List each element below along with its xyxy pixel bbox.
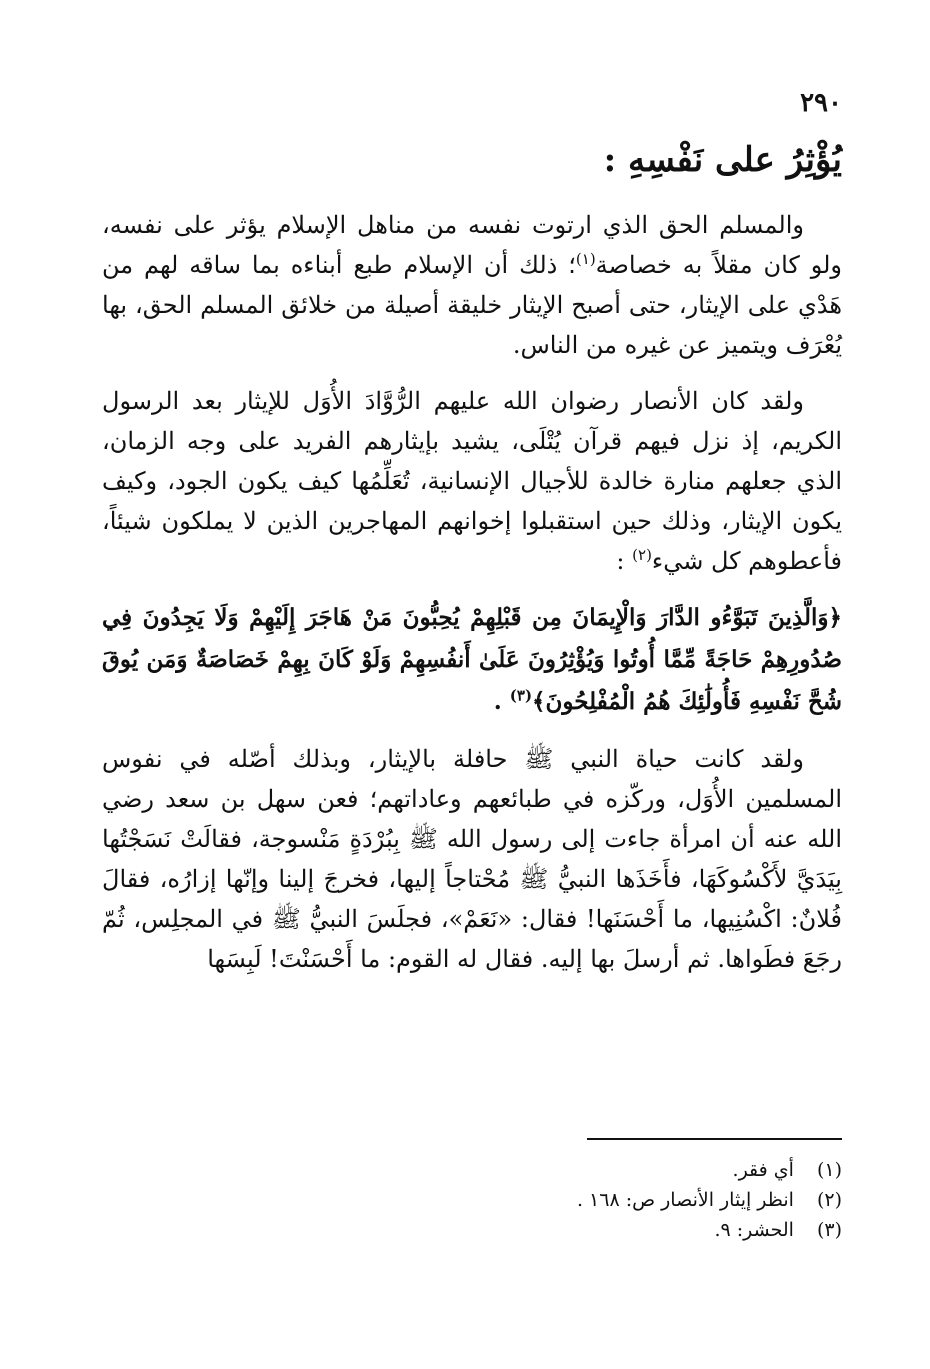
footnotes [102,1155,842,1245]
paragraph-2 [102,381,842,581]
paragraph-2-text-b: : [616,547,633,575]
footnote-ref-3: (٣) [509,686,533,705]
footnote-1 [102,1155,842,1185]
paragraph-4: ولقد كانت حياة النبي ﷺ حافلة بالإيثار، وبذلك أصّله في نفوس المسلمين الأُوَل، وركّزه في طبائعهم وعاداتهم؛ فعن سهل بن سعد رضي الله عنه أن امرأة جاءت إلى رسول الله ﷺ بِبُرْدَةٍ مَنْسوجة، فقالَتْ نَسَجْتُها بِيَدَيَّ لأَكْسُوكَهَا، فأَخَذَها النبيُّ ﷺ مُحْتاجاً إليها، فخرجَ إلينا وإنّها إزارُه، فقالَ فُلانٌ: اكْسُنِيها، ما أَحْسَنَها! فقال: «نَعَمْ»، فجلَسَ النبيُّ ﷺ في المجلِس، ثُمّ رجَعَ فطَواها. ثم أرسلَ بها إليه. فقال له القوم: ما أَحْسَنْتَ! لَبِسَها [102,745,842,973]
page-number: ٢٩٠ [800,88,842,118]
footnote-divider [587,1138,842,1140]
footnote-2 [102,1185,842,1215]
footnote-text: الحشر: ٩. [714,1219,794,1241]
paragraph-2-text-a: ولقد كان الأنصار رضوان الله عليهم الرُّوَّادَ الأُوَل للإيثار بعد الرسول الكريم، إذ نزل فيهم قرآن يُتْلَى، يشيد بإيثارهم الفريد على وجه الزمان، الذي جعلهم منارة خالدة للأجيال الإنسانية، تُعَلِّمُها كيف يكون الجود، وكيف يكون الإيثار، وذلك حين استقبلوا إخوانهم المهاجرين الذين لا يملكون شيئاً، فأعطوهم كل شيء [102,387,842,575]
footnote-number: (١) [816,1159,842,1181]
paragraph-1 [102,205,842,365]
footnote-3 [102,1215,842,1245]
footnote-ref-2: (٢) [632,546,652,564]
footnote-number: (٢) [816,1189,842,1211]
paragraph-1-text-a: والمسلم الحق الذي ارتوت نفسه من مناهل الإسلام يؤثر على نفسه، ولو كان مقلاً به خصاصة [102,211,843,279]
section-title: يُؤْثِرُ على نَفْسِهِ : [603,140,842,180]
footnote-ref-1: (١) [575,250,596,268]
quran-verse-tail: . [493,688,510,715]
body-text [102,205,842,995]
paragraph-1-text-b: ؛ ذلك أن الإسلام طبع أبناءه بما ساقه لهم من هَدْي على الإيثار، حتى أصبح الإيثار خليقة أصيلة من خلائق المسلم الحق، بها يُعْرَف ويتميز عن غيره من الناس. [102,251,842,359]
footnote-text: أي فقر. [732,1159,794,1181]
quran-verse-text: ﴿وَالَّذِينَ تَبَوَّءُو الدَّارَ وَالْإِيمَانَ مِن قَبْلِهِمْ يُحِبُّونَ مَنْ هَاجَرَ إِلَيْهِمْ وَلَا يَجِدُونَ فِي صُدُورِهِمْ حَاجَةً مِّمَّا أُوتُوا وَيُؤْثِرُونَ عَلَىٰ أَنفُسِهِمْ وَلَوْ كَانَ بِهِمْ خَصَاصَةٌ وَمَن يُوقَ شُحَّ نَفْسِهِ فَأُولَٰئِكَ هُمُ الْمُفْلِحُونَ﴾ [102,604,842,715]
quran-verse [102,597,842,723]
footnote-number: (٣) [816,1219,842,1241]
footnote-text: انظر إيثار الأنصار ص: ١٦٨ . [576,1189,794,1211]
